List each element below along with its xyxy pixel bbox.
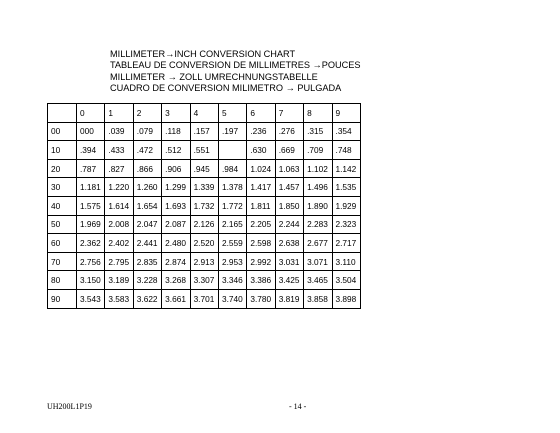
value-cell: 2.323: [332, 215, 360, 234]
value-cell: 3.031: [275, 252, 303, 271]
value-cell: 2.598: [247, 234, 275, 253]
title-french: TABLEAU DE CONVERSION DE MILLIMETRES →POUCES: [110, 60, 361, 71]
table-row: [48, 252, 361, 271]
value-cell: 1.535: [332, 178, 360, 197]
conversion-table-body: [48, 104, 361, 309]
value-cell: 2.283: [304, 215, 332, 234]
value-cell: 1.339: [190, 178, 218, 197]
value-cell: 2.126: [190, 215, 218, 234]
value-cell: .315: [304, 122, 332, 141]
value-cell: 2.008: [105, 215, 133, 234]
table-row: [48, 141, 361, 160]
value-cell: 3.150: [77, 271, 105, 290]
value-cell: 1.142: [332, 159, 360, 178]
value-cell: 3.386: [247, 271, 275, 290]
value-cell: .354: [332, 122, 360, 141]
value-cell: 1.102: [304, 159, 332, 178]
value-cell: 3.858: [304, 289, 332, 308]
value-cell: .630: [247, 141, 275, 160]
column-header: 7: [275, 104, 303, 123]
title-spanish: CUADRO DE CONVERSION MILIMETRO → PULGADA: [110, 83, 342, 94]
value-cell: 3.504: [332, 271, 360, 290]
value-cell: 3.228: [133, 271, 161, 290]
column-header: 2: [133, 104, 161, 123]
value-cell: 1.890: [304, 196, 332, 215]
value-cell: 3.661: [162, 289, 190, 308]
row-header: 30: [48, 178, 77, 197]
value-cell: 3.425: [275, 271, 303, 290]
table-row: [48, 271, 361, 290]
document-code: UH200L1P19: [47, 402, 92, 411]
value-cell: 1.417: [247, 178, 275, 197]
value-cell: .984: [218, 159, 246, 178]
value-cell: 2.087: [162, 215, 190, 234]
row-header: 70: [48, 252, 77, 271]
value-cell: .551: [190, 141, 218, 160]
value-cell: 1.496: [304, 178, 332, 197]
value-cell: 000: [77, 122, 105, 141]
value-cell: 1.024: [247, 159, 275, 178]
value-cell: .039: [105, 122, 133, 141]
value-cell: [218, 141, 246, 160]
value-cell: 2.638: [275, 234, 303, 253]
value-cell: 3.819: [275, 289, 303, 308]
value-cell: .276: [275, 122, 303, 141]
row-header: 20: [48, 159, 77, 178]
value-cell: 3.071: [304, 252, 332, 271]
corner-cell: [48, 104, 77, 123]
value-cell: 1.772: [218, 196, 246, 215]
row-header: 60: [48, 234, 77, 253]
column-header: 5: [218, 104, 246, 123]
value-cell: .945: [190, 159, 218, 178]
value-cell: .157: [190, 122, 218, 141]
column-header: 9: [332, 104, 360, 123]
value-cell: 2.480: [162, 234, 190, 253]
value-cell: 3.622: [133, 289, 161, 308]
value-cell: 3.346: [218, 271, 246, 290]
row-header: 90: [48, 289, 77, 308]
column-header: 0: [77, 104, 105, 123]
value-cell: .118: [162, 122, 190, 141]
value-cell: 3.780: [247, 289, 275, 308]
value-cell: 2.913: [190, 252, 218, 271]
value-cell: 3.583: [105, 289, 133, 308]
value-cell: 1.811: [247, 196, 275, 215]
row-header: 10: [48, 141, 77, 160]
value-cell: .787: [77, 159, 105, 178]
value-cell: 1.181: [77, 178, 105, 197]
value-cell: 3.740: [218, 289, 246, 308]
value-cell: 2.992: [247, 252, 275, 271]
column-header: 4: [190, 104, 218, 123]
page-number: - 14 -: [289, 402, 307, 411]
value-cell: 2.205: [247, 215, 275, 234]
table-row: [48, 122, 361, 141]
table-row: [48, 178, 361, 197]
value-cell: 1.457: [275, 178, 303, 197]
value-cell: 3.268: [162, 271, 190, 290]
value-cell: .748: [332, 141, 360, 160]
value-cell: 3.543: [77, 289, 105, 308]
value-cell: 3.110: [332, 252, 360, 271]
value-cell: .512: [162, 141, 190, 160]
value-cell: 3.701: [190, 289, 218, 308]
value-cell: 2.835: [133, 252, 161, 271]
value-cell: 2.402: [105, 234, 133, 253]
value-cell: 3.465: [304, 271, 332, 290]
value-cell: .079: [133, 122, 161, 141]
row-header: 40: [48, 196, 77, 215]
value-cell: 1.654: [133, 196, 161, 215]
value-cell: 2.717: [332, 234, 360, 253]
title-english: MILLIMETER→INCH CONVERSION CHART: [110, 49, 296, 59]
title-german: MILLIMETER → ZOLL UMRECHNUNGSTABELLE: [110, 71, 318, 82]
value-cell: 2.795: [105, 252, 133, 271]
table-row: [48, 234, 361, 253]
table-row: [48, 196, 361, 215]
value-cell: .669: [275, 141, 303, 160]
value-cell: .433: [105, 141, 133, 160]
row-header: 00: [48, 122, 77, 141]
value-cell: 3.307: [190, 271, 218, 290]
value-cell: .236: [247, 122, 275, 141]
value-cell: 1.220: [105, 178, 133, 197]
column-header: 1: [105, 104, 133, 123]
column-header: 3: [162, 104, 190, 123]
value-cell: .197: [218, 122, 246, 141]
column-header: 6: [247, 104, 275, 123]
value-cell: 2.559: [218, 234, 246, 253]
table-row: [48, 215, 361, 234]
value-cell: 1.614: [105, 196, 133, 215]
value-cell: 1.063: [275, 159, 303, 178]
value-cell: 1.850: [275, 196, 303, 215]
value-cell: .827: [105, 159, 133, 178]
value-cell: 1.260: [133, 178, 161, 197]
value-cell: 2.520: [190, 234, 218, 253]
value-cell: 1.732: [190, 196, 218, 215]
value-cell: .394: [77, 141, 105, 160]
value-cell: 1.693: [162, 196, 190, 215]
chart-titles: [110, 49, 361, 95]
table-row: [48, 159, 361, 178]
value-cell: 2.244: [275, 215, 303, 234]
row-header: 80: [48, 271, 77, 290]
table-row: [48, 289, 361, 308]
value-cell: 3.898: [332, 289, 360, 308]
value-cell: 3.189: [105, 271, 133, 290]
value-cell: 1.969: [77, 215, 105, 234]
value-cell: 2.441: [133, 234, 161, 253]
value-cell: 2.874: [162, 252, 190, 271]
header-row: [48, 104, 361, 123]
conversion-table: [47, 103, 361, 309]
value-cell: 1.378: [218, 178, 246, 197]
column-header: 8: [304, 104, 332, 123]
row-header: 50: [48, 215, 77, 234]
value-cell: 2.362: [77, 234, 105, 253]
value-cell: 1.299: [162, 178, 190, 197]
value-cell: 2.677: [304, 234, 332, 253]
value-cell: .709: [304, 141, 332, 160]
value-cell: 2.047: [133, 215, 161, 234]
value-cell: 2.953: [218, 252, 246, 271]
value-cell: .472: [133, 141, 161, 160]
value-cell: .906: [162, 159, 190, 178]
value-cell: 1.929: [332, 196, 360, 215]
value-cell: 1.575: [77, 196, 105, 215]
value-cell: .866: [133, 159, 161, 178]
value-cell: 2.756: [77, 252, 105, 271]
value-cell: 2.165: [218, 215, 246, 234]
